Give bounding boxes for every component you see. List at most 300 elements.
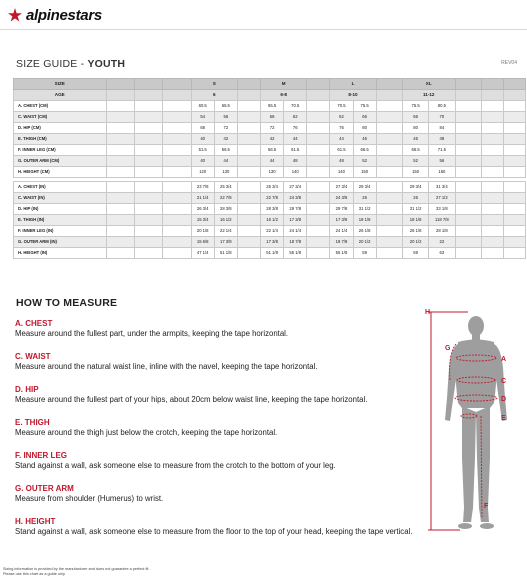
measurement-value: 46: [353, 134, 376, 145]
empty-cell: [134, 193, 162, 204]
measurement-label: C. WAIST (IN): [14, 193, 107, 204]
empty-cell: [106, 226, 134, 237]
empty-cell: [376, 248, 402, 259]
empty-cell: [503, 215, 525, 226]
measurement-value: 65.5: [214, 101, 237, 112]
empty-cell: [481, 204, 503, 215]
measurement-value: 76: [284, 123, 307, 134]
empty-cell: [481, 145, 503, 156]
empty-cell: [455, 90, 481, 101]
measurement-label: G. OUTER ARM (IN): [14, 237, 107, 248]
measurement-value: 150: [353, 167, 376, 178]
empty-cell: [237, 248, 260, 259]
empty-cell: [134, 204, 162, 215]
empty-cell: [307, 248, 330, 259]
measurement-value: 60.5: [191, 101, 214, 112]
age-label: AGE: [14, 90, 107, 101]
empty-cell: [307, 123, 330, 134]
measurement-value: 56: [429, 156, 455, 167]
empty-cell: [163, 167, 191, 178]
empty-cell: [376, 193, 402, 204]
measurement-value: 23 7/8: [191, 182, 214, 193]
empty-cell: [163, 156, 191, 167]
revision-label: REV04: [501, 60, 517, 66]
measurement-value: 80: [402, 123, 428, 134]
empty-cell: [376, 204, 402, 215]
empty-cell: [376, 226, 402, 237]
measurement-value: 63: [429, 248, 455, 259]
measurement-value: 58: [261, 112, 284, 123]
measurement-value: 47 1/4: [191, 248, 214, 259]
measurement-value: 29 7/8: [330, 204, 353, 215]
empty-cell: [106, 123, 134, 134]
empty-cell: [455, 167, 481, 178]
measure-heading: C. WAIST: [15, 352, 51, 361]
empty-cell: [503, 145, 525, 156]
empty-cell: [106, 145, 134, 156]
measure-heading: D. HIP: [15, 385, 39, 394]
measure-description: Measure around the fullest part, under the armpits, keeping the tape horizontal.: [15, 329, 289, 338]
empty-cell: [376, 182, 402, 193]
empty-cell: [134, 156, 162, 167]
empty-cell: [106, 90, 134, 101]
age-cell: 8-10: [330, 90, 376, 101]
empty-cell: [134, 123, 162, 134]
empty-cell: [163, 237, 191, 248]
empty-cell: [307, 101, 330, 112]
empty-cell: [455, 248, 481, 259]
label-h: H: [425, 309, 431, 316]
empty-cell: [237, 226, 260, 237]
empty-cell: [106, 79, 134, 90]
measurement-value: 59: [402, 248, 428, 259]
size-header-cell: M: [261, 79, 307, 90]
empty-cell: [455, 193, 481, 204]
empty-cell: [503, 123, 525, 134]
measurement-value: 75.5: [353, 101, 376, 112]
empty-cell: [134, 226, 162, 237]
empty-cell: [503, 112, 525, 123]
empty-cell: [237, 237, 260, 248]
body-silhouette: [445, 316, 507, 529]
empty-cell: [307, 167, 330, 178]
empty-cell: [134, 182, 162, 193]
measurement-row: [14, 226, 526, 237]
measurement-value: 27 1/2: [429, 193, 455, 204]
empty-cell: [163, 215, 191, 226]
empty-cell: [503, 167, 525, 178]
measurement-value: 62: [284, 112, 307, 123]
measurement-value: 22 1/4: [261, 226, 284, 237]
measurement-value: 61.5: [330, 145, 353, 156]
empty-cell: [307, 145, 330, 156]
measurement-label: H. HEIGHT (CM): [14, 167, 107, 178]
measurement-value: 44: [330, 134, 353, 145]
measurement-value: 31 3/4: [429, 182, 455, 193]
empty-cell: [376, 156, 402, 167]
measurement-value: 62: [330, 112, 353, 123]
measurement-value: 18 7/8: [330, 237, 353, 248]
measurement-value: 15 6/8: [191, 237, 214, 248]
empty-cell: [163, 193, 191, 204]
measure-heading: G. OUTER ARM: [15, 484, 74, 493]
empty-cell: [307, 204, 330, 215]
empty-cell: [307, 237, 330, 248]
measurement-value: 24 3/8: [330, 193, 353, 204]
empty-cell: [481, 79, 503, 90]
measurement-value: 28 3/8: [214, 204, 237, 215]
measurement-value: 61.5: [284, 145, 307, 156]
size-header-label: SIZE: [14, 79, 107, 90]
measurement-value: 44: [261, 156, 284, 167]
empty-cell: [481, 112, 503, 123]
empty-cell: [106, 101, 134, 112]
measurement-value: 22: [429, 237, 455, 248]
empty-cell: [163, 134, 191, 145]
measurement-value: 26 1/8: [353, 226, 376, 237]
measurement-value: 52: [353, 156, 376, 167]
empty-cell: [376, 112, 402, 123]
empty-cell: [481, 90, 503, 101]
brand-name: alpinestars: [26, 6, 102, 24]
page-title: SIZE GUIDE - YOUTH: [16, 58, 126, 70]
measurement-value: 150: [402, 167, 428, 178]
measurement-value: 46: [402, 134, 428, 145]
measure-item: [15, 484, 415, 517]
empty-cell: [455, 145, 481, 156]
empty-cell: [134, 215, 162, 226]
empty-cell: [455, 123, 481, 134]
measurement-value: 130: [261, 167, 284, 178]
empty-cell: [106, 112, 134, 123]
empty-cell: [376, 145, 402, 156]
empty-cell: [237, 193, 260, 204]
measurement-value: 18 1/8: [402, 215, 428, 226]
empty-cell: [503, 237, 525, 248]
empty-cell: [376, 123, 402, 134]
measurement-row: [14, 156, 526, 167]
empty-cell: [237, 79, 260, 90]
empty-cell: [455, 112, 481, 123]
empty-cell: [106, 248, 134, 259]
measurement-value: 26 1/8: [402, 226, 428, 237]
measurement-value: 80.5: [429, 101, 455, 112]
measurement-value: 42: [214, 134, 237, 145]
empty-cell: [481, 237, 503, 248]
empty-cell: [307, 193, 330, 204]
measurement-value: 40: [191, 134, 214, 145]
measurement-value: 20 1/2: [402, 237, 428, 248]
empty-cell: [163, 112, 191, 123]
measurement-value: 56.5: [214, 145, 237, 156]
measure-description: Measure around the natural waist line, inline with the navel, keeping the tape horizontal.: [15, 362, 318, 371]
age-cell: 11-12: [402, 90, 455, 101]
empty-cell: [455, 237, 481, 248]
measurement-row: [14, 134, 526, 145]
measurement-value: 18 7/8: [284, 237, 307, 248]
measurement-value: 44: [214, 156, 237, 167]
measurement-value: 27 3/4: [284, 182, 307, 193]
measurement-value: 70.5: [284, 101, 307, 112]
empty-cell: [455, 215, 481, 226]
measurement-value: 52: [402, 156, 428, 167]
empty-cell: [134, 145, 162, 156]
empty-cell: [455, 226, 481, 237]
empty-cell: [503, 79, 525, 90]
empty-cell: [237, 112, 260, 123]
measurement-value: 15 3/4: [191, 215, 214, 226]
empty-cell: [237, 204, 260, 215]
measurement-value: 20 1/8: [191, 226, 214, 237]
measurement-row: [14, 248, 526, 259]
measurement-value: 22 7/8: [261, 193, 284, 204]
empty-cell: [237, 90, 260, 101]
measurement-value: 140: [284, 167, 307, 178]
measurement-value: 33 1/8: [429, 204, 455, 215]
measure-item: [15, 385, 415, 418]
empty-cell: [455, 204, 481, 215]
age-cell: 6-8: [261, 90, 307, 101]
measurement-value: 40: [191, 156, 214, 167]
empty-cell: [455, 79, 481, 90]
empty-cell: [481, 134, 503, 145]
measurement-value: 72: [261, 123, 284, 134]
measurement-row: [14, 101, 526, 112]
measurement-label: F. INNER LEG (CM): [14, 145, 107, 156]
empty-cell: [163, 123, 191, 134]
measurement-value: 27 3/4: [330, 182, 353, 193]
empty-cell: [376, 134, 402, 145]
measure-heading: H. HEIGHT: [15, 517, 56, 526]
measurement-value: 16 1/2: [214, 215, 237, 226]
empty-cell: [481, 123, 503, 134]
empty-cell: [163, 204, 191, 215]
measurement-value: 24 1/4: [284, 226, 307, 237]
header-divider: [0, 29, 527, 30]
measure-description: Stand against a wall, ask someone else to measure from the crotch to the bottom of your leg.: [15, 461, 336, 470]
empty-cell: [106, 215, 134, 226]
measurement-label: E. THIGH (IN): [14, 215, 107, 226]
measurement-row: [14, 193, 526, 204]
measurement-value: 22 1/4: [214, 226, 237, 237]
measurement-value: 118 7/8: [429, 215, 455, 226]
measurement-value: 76: [330, 123, 353, 134]
measure-item: [15, 517, 415, 550]
disclaimer: [3, 567, 149, 577]
measurement-value: 21 1/4: [191, 193, 214, 204]
label-c: C: [501, 378, 507, 385]
measurement-value: 55 1/8: [284, 248, 307, 259]
empty-cell: [134, 167, 162, 178]
measurement-value: 75.5: [402, 101, 428, 112]
measurement-value: 28 3/8: [261, 204, 284, 215]
empty-cell: [307, 226, 330, 237]
measurement-value: 72: [214, 123, 237, 134]
empty-cell: [481, 156, 503, 167]
measurement-value: 140: [330, 167, 353, 178]
measurement-value: 26: [402, 193, 428, 204]
size-table: [13, 78, 526, 259]
measure-heading: A. CHEST: [15, 319, 53, 328]
empty-cell: [106, 193, 134, 204]
measurement-value: 28 1/8: [429, 226, 455, 237]
empty-cell: [134, 248, 162, 259]
measurement-value: 66: [402, 112, 428, 123]
measurement-value: 24 3/8: [284, 193, 307, 204]
measurement-value: 160: [429, 167, 455, 178]
empty-cell: [376, 101, 402, 112]
measurement-row: [14, 182, 526, 193]
measurement-value: 51 1/8: [261, 248, 284, 259]
age-row: [14, 90, 526, 101]
measure-description: Measure around the thigh just below the crotch, keeping the tape horizontal.: [15, 428, 278, 437]
empty-cell: [503, 134, 525, 145]
measurement-value: 56.5: [261, 145, 284, 156]
measurement-value: 55 1/8: [330, 248, 353, 259]
size-header-cell: S: [191, 79, 237, 90]
empty-cell: [163, 182, 191, 193]
empty-cell: [307, 156, 330, 167]
measure-description: Measure around the fullest part of your hips, about 20cm below waist line, keeping the tape horizontal.: [15, 395, 368, 404]
label-a: A: [501, 356, 507, 363]
measurement-value: 65.5: [261, 101, 284, 112]
label-f: F: [484, 503, 489, 510]
measurement-value: 17 3/8: [214, 237, 237, 248]
empty-cell: [455, 156, 481, 167]
empty-cell: [481, 226, 503, 237]
empty-cell: [163, 101, 191, 112]
size-header-row: [14, 79, 526, 90]
empty-cell: [481, 248, 503, 259]
measurement-value: 66.5: [402, 145, 428, 156]
measurement-value: 48: [284, 156, 307, 167]
empty-cell: [307, 79, 330, 90]
empty-cell: [106, 237, 134, 248]
empty-cell: [376, 167, 402, 178]
empty-cell: [481, 215, 503, 226]
empty-cell: [376, 90, 402, 101]
measurement-value: 25 3/4: [261, 182, 284, 193]
measurement-value: 18 1/8: [353, 215, 376, 226]
measurement-label: A. CHEST (IN): [14, 182, 107, 193]
empty-cell: [237, 156, 260, 167]
measurement-row: [14, 112, 526, 123]
measure-instructions: [15, 319, 415, 550]
empty-cell: [481, 167, 503, 178]
empty-cell: [163, 79, 191, 90]
measure-item: [15, 319, 415, 352]
empty-cell: [503, 193, 525, 204]
measurement-label: D. HIP (IN): [14, 204, 107, 215]
empty-cell: [307, 215, 330, 226]
measurement-row: [14, 215, 526, 226]
label-e: E: [501, 415, 506, 422]
measurement-label: H. HEIGHT (IN): [14, 248, 107, 259]
empty-cell: [503, 248, 525, 259]
empty-cell: [163, 226, 191, 237]
empty-cell: [163, 248, 191, 259]
measurement-label: F. INNER LEG (IN): [14, 226, 107, 237]
measurement-value: 56: [214, 112, 237, 123]
empty-cell: [481, 193, 503, 204]
empty-cell: [307, 134, 330, 145]
measurement-value: 17 3/8: [330, 215, 353, 226]
size-header-cell: XL: [402, 79, 455, 90]
measurement-value: 17 3/8: [284, 215, 307, 226]
empty-cell: [376, 215, 402, 226]
measurement-value: 51.5: [191, 145, 214, 156]
measurement-value: 22 7/8: [214, 193, 237, 204]
label-g: G: [445, 345, 451, 352]
empty-cell: [307, 182, 330, 193]
measurement-value: 26: [353, 193, 376, 204]
empty-cell: [455, 182, 481, 193]
measurement-value: 29 3/4: [353, 182, 376, 193]
empty-cell: [134, 237, 162, 248]
empty-cell: [307, 90, 330, 101]
empty-cell: [163, 90, 191, 101]
empty-cell: [134, 90, 162, 101]
empty-cell: [237, 145, 260, 156]
measurement-value: 68: [191, 123, 214, 134]
measurement-value: 20 1/2: [353, 237, 376, 248]
measurement-row: [14, 145, 526, 156]
empty-cell: [503, 101, 525, 112]
measurement-value: 51 1/8: [214, 248, 237, 259]
empty-cell: [307, 112, 330, 123]
disclaimer-line-2: Please use this chart as a guide only.: [3, 572, 66, 576]
empty-cell: [106, 134, 134, 145]
measurement-value: 17 3/8: [261, 237, 284, 248]
measurement-value: 42: [261, 134, 284, 145]
empty-cell: [134, 134, 162, 145]
measurement-value: 31 1/2: [353, 204, 376, 215]
measurement-value: 130: [214, 167, 237, 178]
measurement-label: D. HIP (CM): [14, 123, 107, 134]
measure-item: [15, 352, 415, 385]
measurement-value: 48: [330, 156, 353, 167]
empty-cell: [237, 101, 260, 112]
measurement-value: 70: [429, 112, 455, 123]
measurement-value: 54: [191, 112, 214, 123]
measurement-value: 66.5: [353, 145, 376, 156]
measure-description: Measure from shoulder (Humerus) to wrist.: [15, 494, 164, 503]
measurement-value: 29 7/8: [284, 204, 307, 215]
empty-cell: [503, 226, 525, 237]
measurement-value: 70.5: [330, 101, 353, 112]
empty-cell: [134, 101, 162, 112]
measurement-value: 80: [353, 123, 376, 134]
measurement-label: G. OUTER ARM (CM): [14, 156, 107, 167]
measurement-row: [14, 167, 526, 178]
measurement-value: 84: [429, 123, 455, 134]
empty-cell: [106, 182, 134, 193]
empty-cell: [503, 156, 525, 167]
measurement-value: 16 1/2: [261, 215, 284, 226]
empty-cell: [237, 123, 260, 134]
measure-item: [15, 418, 415, 451]
measure-description: Stand against a wall, ask someone else to measure from the floor to the top of your head, keeping the tape vertical.: [15, 527, 413, 536]
empty-cell: [237, 167, 260, 178]
disclaimer-line-1: Sizing information is provided by the manufacturer and does not guarantee a perfect fit.: [3, 567, 150, 571]
empty-cell: [481, 182, 503, 193]
size-header-cell: L: [330, 79, 376, 90]
empty-cell: [237, 182, 260, 193]
empty-cell: [455, 101, 481, 112]
empty-cell: [134, 112, 162, 123]
measurement-row: [14, 204, 526, 215]
empty-cell: [503, 182, 525, 193]
